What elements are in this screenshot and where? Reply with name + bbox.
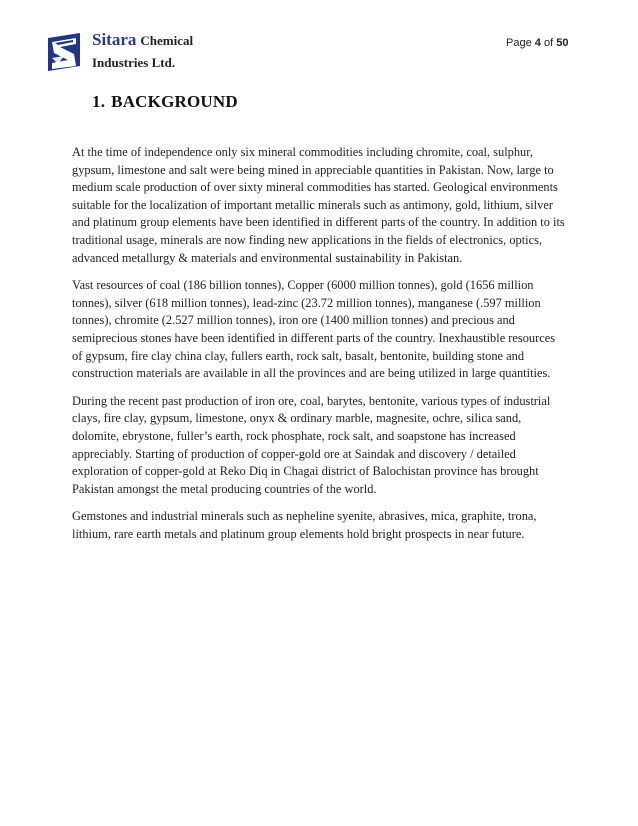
section-heading <box>92 92 238 112</box>
body-text <box>72 144 568 553</box>
section-title: BACKGROUND <box>111 92 238 111</box>
paragraph: At the time of independence only six mineral commodities including chromite, coal, sulphur, gypsum, limestone and salt were being mined in appreciable quantities in Pakistan. Now, large to medium scale production of over sixty mineral commodities has started. Geological environments suitable for the localization of important metallic minerals such as antimony, gold, lithium, silver and platinum group elements have been identified in different parts of the country. In addition to its traditional usage, minerals are now finding new applications in the fields of electronics, optics, advanced metallurgy & materials and environmental sustainability in Pakistan. <box>72 145 565 265</box>
paragraph: Gemstones and industrial minerals such as nepheline syenite, abrasives, mica, graphite, trona, lithium, rare earth metals and platinum group elements hold bright prospects in near future. <box>72 509 537 541</box>
company-name-primary: Sitara <box>92 30 137 49</box>
page-total: 50 <box>556 37 569 49</box>
page-of: of <box>543 37 554 49</box>
section-number: 1. <box>92 92 106 111</box>
company-name-secondary: Chemical <box>140 33 194 48</box>
page-label: Page <box>506 37 532 49</box>
page-current: 4 <box>534 37 541 49</box>
company-logo-icon <box>46 30 82 74</box>
company-name-line2: Industries Ltd. <box>92 54 176 70</box>
paragraph: During the recent past production of iron ore, coal, barytes, bentonite, various types of industrial clays, fire clay, gypsum, limestone, onyx & ordinary marble, magnesite, ochre, silica sand, dolomite, ebrystone, fuller’s earth, rock phosphate, rock salt, and soapstone has increased appreciably. Starting of production of copper-gold ore at Saindak and discovery / detailed exploration of copper-gold at Reko Diq in Chagai district of Balochistan province has brought Pakistan amongst the metal producing countries of the world. <box>72 393 551 496</box>
company-name <box>92 28 193 72</box>
paragraph: Vast resources of coal (186 billion tonnes), Copper (6000 million tonnes), gold (1656 million tonnes), silver (618 million tonnes), lead-zinc (23.72 million tonnes), manganese (.597 million tonnes), chromite (2.527 million tonnes), iron ore (1400 million tonnes) and precious and semiprecious stones have been identified in different parts of the country. Inexhaustible resources of gypsum, fire clay china clay, fullers earth, rock salt, basalt, bentonite, building stone and construction materials are available in all the provinces and are being utilized in large quantities. <box>72 278 556 381</box>
page-number <box>506 37 568 49</box>
